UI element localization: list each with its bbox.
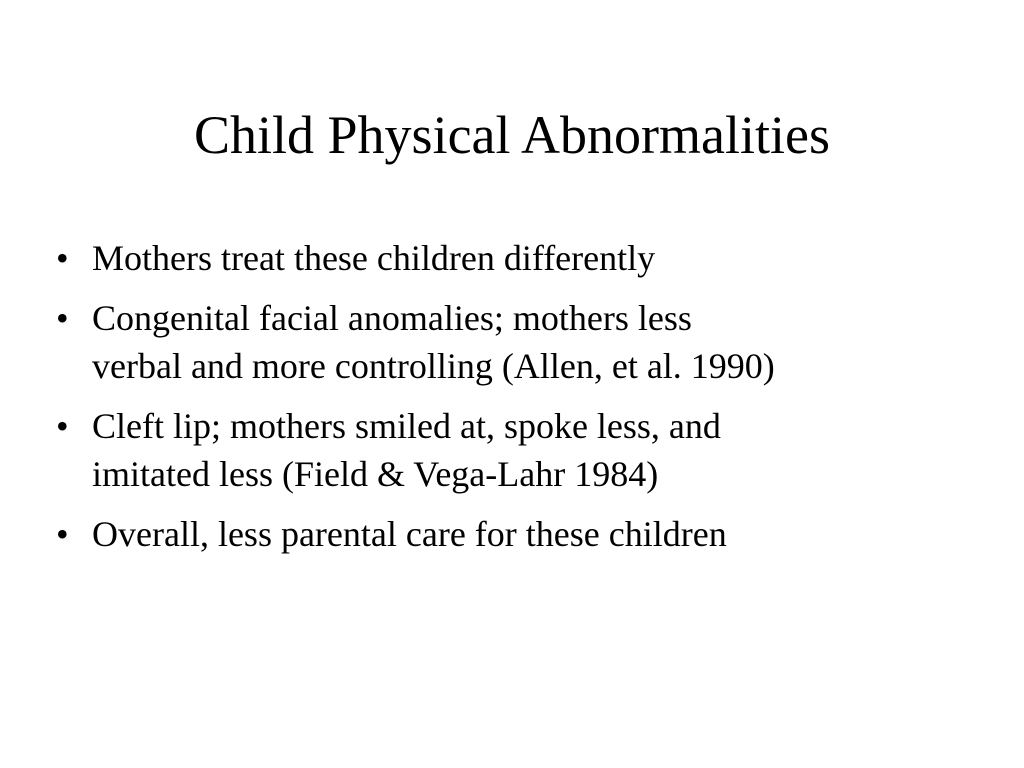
slide-title: Child Physical Abnormalities xyxy=(194,105,830,165)
bullet-item xyxy=(56,294,976,390)
bullet-icon: • xyxy=(56,514,69,554)
bullet-text xyxy=(92,294,976,390)
bullet-text xyxy=(92,510,976,558)
bullet-line: Mothers treat these children differently xyxy=(92,238,656,278)
bullet-icon: • xyxy=(56,406,69,446)
bullet-line: verbal and more controlling (Allen, et al. 1990) xyxy=(92,346,775,386)
bullet-line: Cleft lip; mothers smiled at, spoke less, and xyxy=(92,406,721,446)
bullet-item xyxy=(56,402,976,498)
bullet-item xyxy=(56,234,976,282)
bullet-item xyxy=(56,510,976,558)
bullet-line: Overall, less parental care for these children xyxy=(92,514,727,554)
bullet-icon: • xyxy=(56,298,69,338)
bullet-text xyxy=(92,234,976,282)
bullet-text xyxy=(92,402,976,498)
bullet-icon: • xyxy=(56,238,69,278)
bullet-line: imitated less (Field & Vega-Lahr 1984) xyxy=(92,454,659,494)
bullet-line: Congenital facial anomalies; mothers less xyxy=(92,298,692,338)
bullet-list xyxy=(56,234,976,570)
